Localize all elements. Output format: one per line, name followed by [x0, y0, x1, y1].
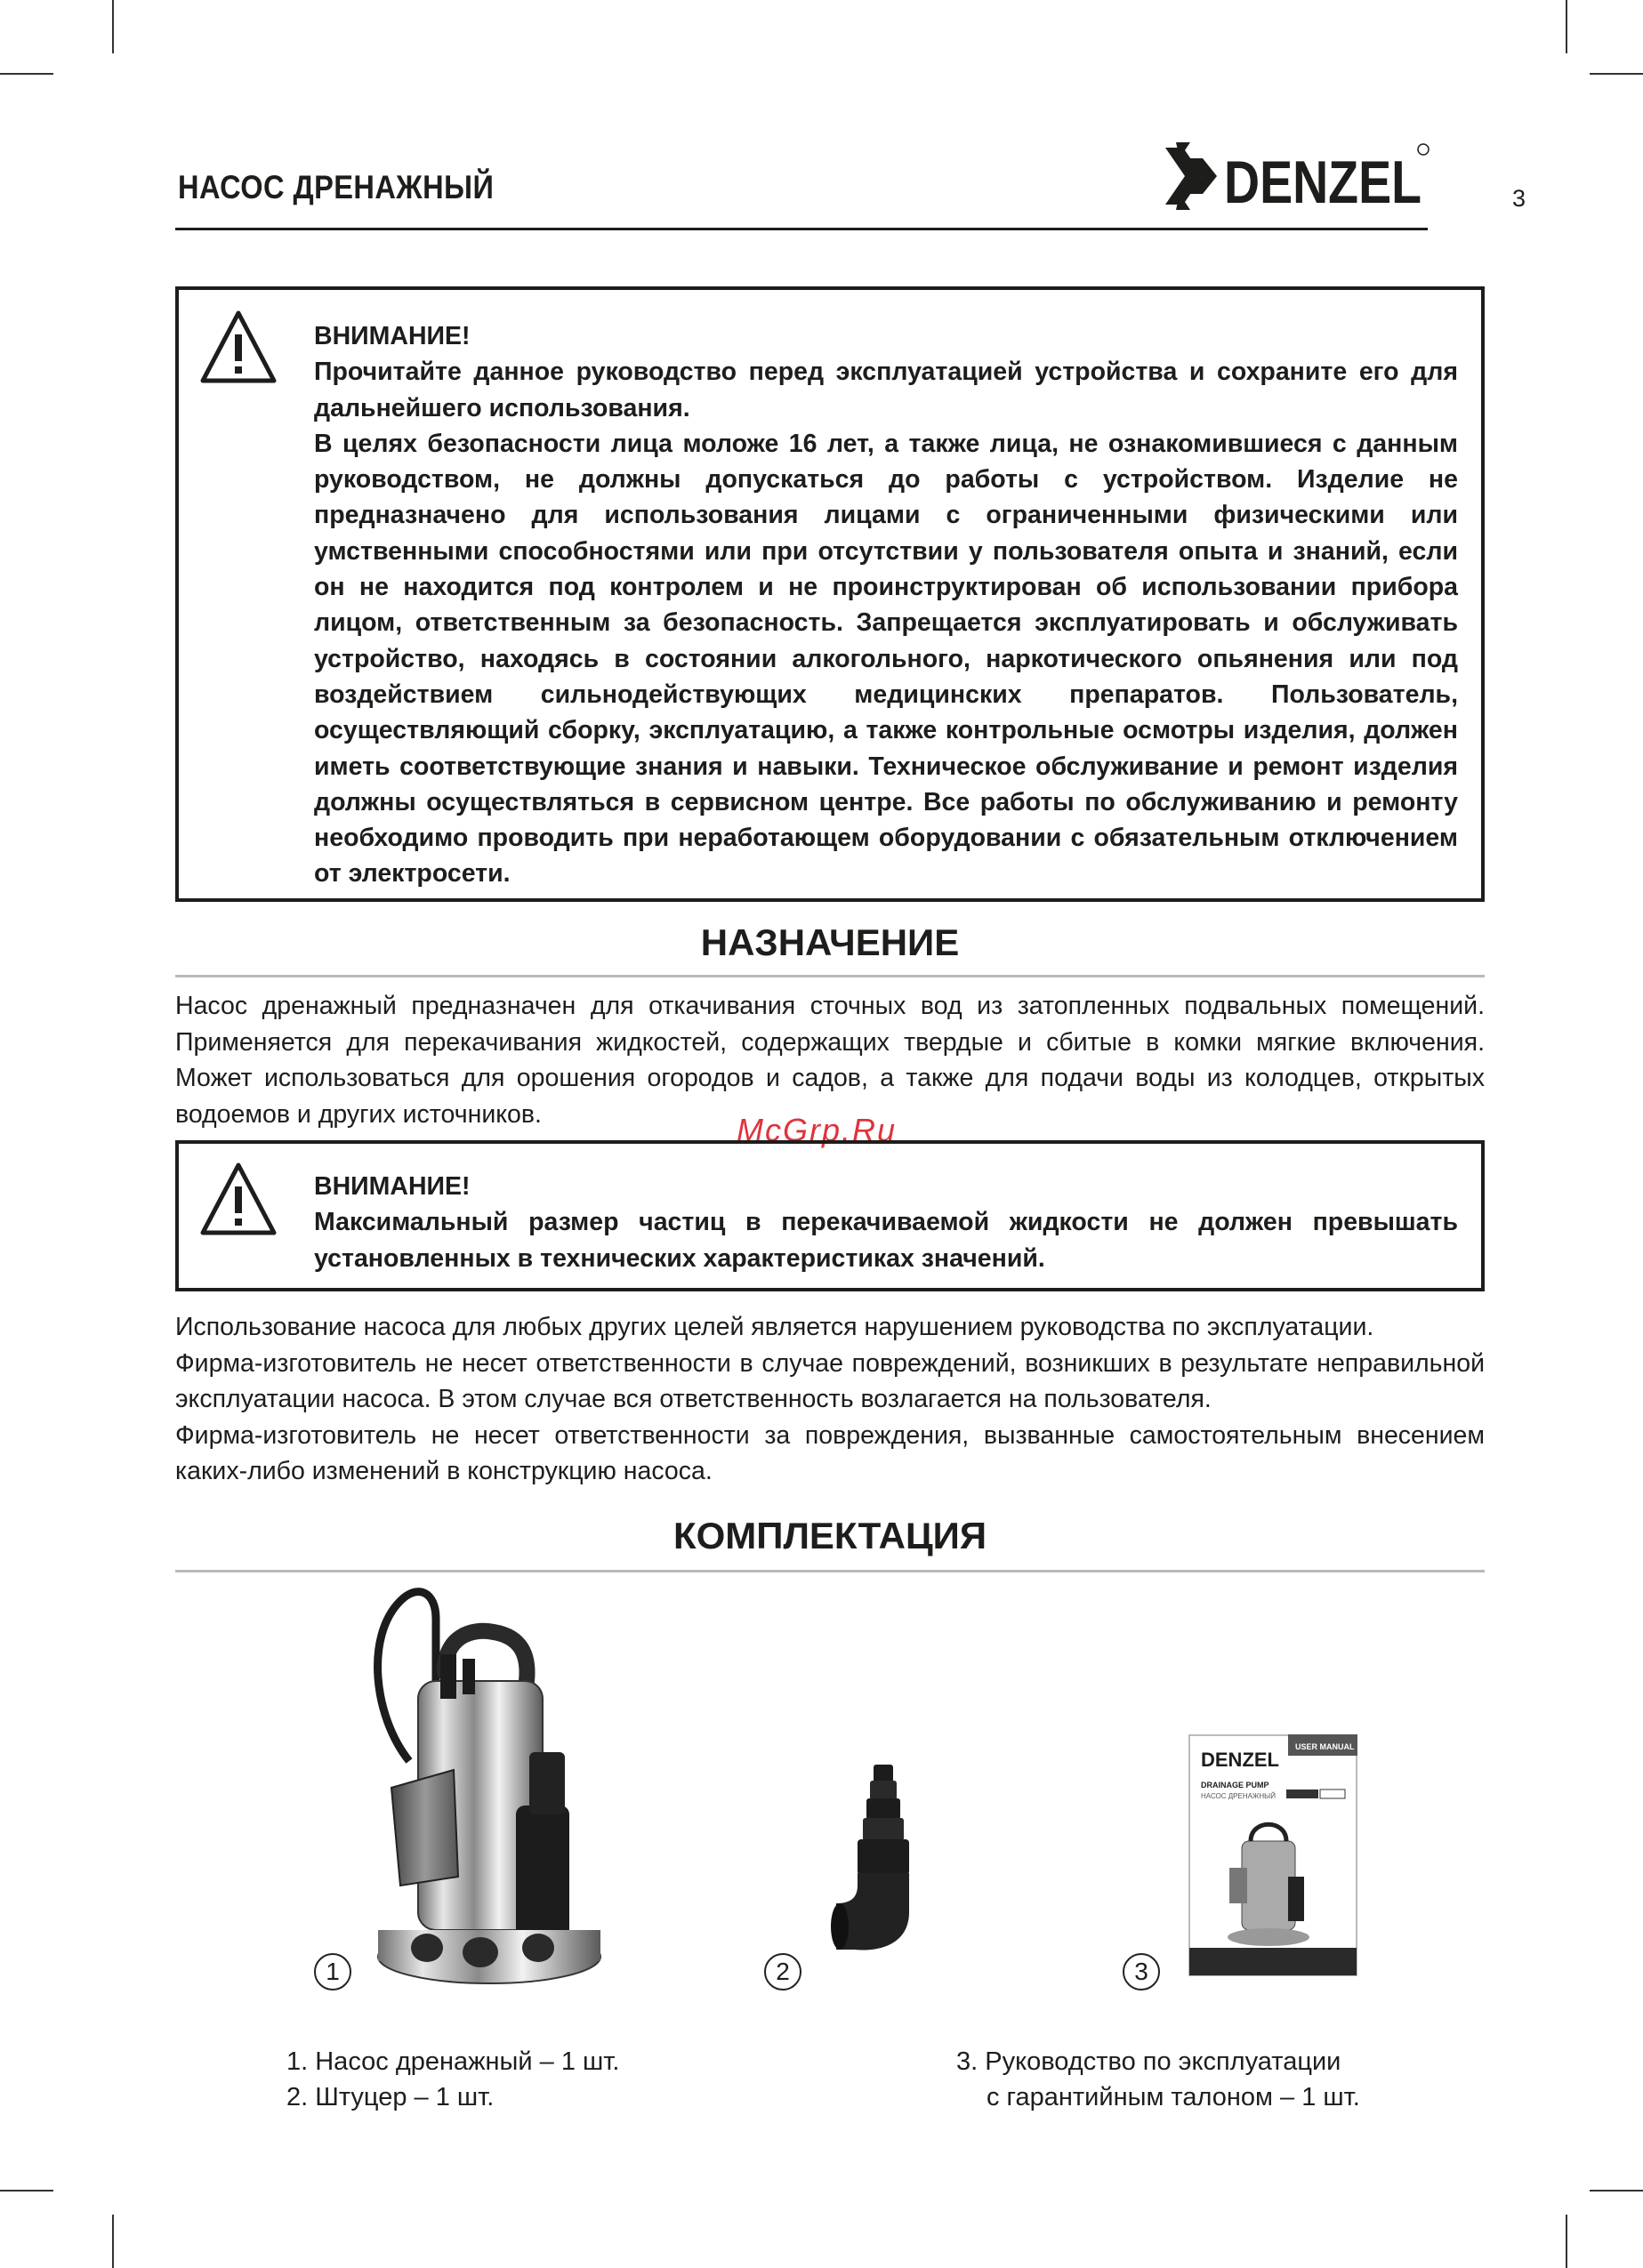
- marker-3: 3: [1123, 1953, 1160, 1991]
- marker-2: 2: [764, 1953, 801, 1991]
- warning-box: [175, 1140, 1485, 1291]
- crop-mark: [0, 2190, 53, 2192]
- warning-text: [314, 1169, 1458, 1276]
- fitting-image: [827, 1761, 934, 1966]
- kit-list-right: [956, 2044, 1360, 2115]
- pump-image: [338, 1583, 614, 1992]
- manual-tag: USER MANUAL: [1295, 1742, 1355, 1751]
- warning-heading: ВНИМАНИЕ!: [314, 1172, 471, 1201]
- section-rule: [175, 1570, 1485, 1572]
- marker-1: 1: [314, 1953, 351, 1991]
- crop-mark: [112, 0, 114, 53]
- section-title-purpose: НАЗНАЧЕНИЕ: [700, 921, 960, 963]
- warning-paragraph: Максимальный размер частиц в перекачиваемой жидкости не должен превышать установленных в технических характеристиках значений.: [314, 1208, 1458, 1273]
- watermark: McGrp.Ru: [737, 1112, 898, 1148]
- manual-title-ru: НАСОС ДРЕНАЖНЫЙ: [1201, 1792, 1276, 1800]
- crop-mark: [1590, 2190, 1643, 2192]
- list-item: 1. Насос дренажный – 1 шт.: [286, 2047, 620, 2076]
- crop-mark: [0, 73, 53, 75]
- page-title: НАСОС ДРЕНАЖНЫЙ: [178, 169, 495, 205]
- header-rule: [175, 228, 1428, 230]
- warning-paragraph: В целях безопасности лица моложе 16 лет, а также лица, не ознакомившиеся с данным руководством, не должны допускаться до работы с устройством. Изделие не предназначено для использования лицами с ограниченными физическими или умственными способностями или при отсутствии у пользователя опыта и знаний, если он не находится под контролем и не проинструктирован об использовании прибора лицом, ответственным за безопасность. Запрещается эксплуатировать и обслуживать устройство, находясь в состоянии алкогольного, наркотического опьянения или под воздействием сильнодействующих медицинских препаратов. Пользователь, осуществляющий сборку, эксплуатацию, а также контрольные осмотры изделия, должен иметь соответствующие знания и навыки. Техническое обслуживание и ремонт изделия должны осуществляться в сервисном центре. Все работы по обслуживанию и ремонту необходимо проводить при неработающем оборудовании с обязательным отключением от электросети.: [314, 429, 1458, 889]
- crop-mark: [1590, 73, 1643, 75]
- warning-triangle-icon: [200, 1162, 277, 1236]
- denzel-logo: [1164, 141, 1430, 222]
- section-title-kit: КОМПЛЕКТАЦИЯ: [673, 1515, 987, 1556]
- page-number: 3: [1512, 185, 1526, 212]
- list-item: 2. Штуцер – 1 шт.: [286, 2083, 495, 2111]
- crop-mark: [112, 2215, 114, 2268]
- usage-paragraph: Использование насоса для любых других целей является нарушением руководства по эксплуатации.: [175, 1313, 1374, 1341]
- crop-mark: [1566, 0, 1567, 53]
- warning-triangle-icon: [200, 310, 277, 384]
- manual-brand: DENZEL: [1201, 1749, 1279, 1771]
- manual-image: [1188, 1734, 1357, 1976]
- crop-mark: [1566, 2215, 1567, 2268]
- usage-text: [175, 1309, 1485, 1490]
- usage-paragraph: Фирма-изготовитель не несет ответственности за повреждения, вызванные самостоятельным внесением каких-либо изменений в конструкцию насоса.: [175, 1420, 1485, 1485]
- warning-box: [175, 286, 1485, 902]
- purpose-paragraph: Насос дренажный предназначен для откачивания сточных вод из затопленных подвальных помещений. Применяется для перекачивания жидкостей, содержащих твердые и сбитые в комки мягкие включения. Может использоваться для орошения огородов и садов, а также для подачи воды из колодцев, открытых водоемов и других источников.: [175, 992, 1485, 1129]
- manual-title-en: DRAINAGE PUMP: [1201, 1781, 1269, 1789]
- list-item: с гарантийным талоном – 1 шт.: [987, 2083, 1360, 2111]
- list-item: 3. Руководство по эксплуатации: [956, 2047, 1341, 2076]
- warning-paragraph: Прочитайте данное руководство перед эксплуатацией устройства и сохраните его для дальнейшего использования.: [314, 358, 1458, 422]
- brand-name: DENZEL: [1224, 149, 1422, 216]
- warning-heading: ВНИМАНИЕ!: [314, 322, 471, 350]
- kit-list-left: [286, 2044, 619, 2115]
- section-rule: [175, 975, 1485, 977]
- purpose-text: [175, 988, 1485, 1132]
- warning-text: [314, 318, 1458, 892]
- usage-paragraph: Фирма-изготовитель не несет ответственности в случае повреждений, возникших в результате неправильной эксплуатации насоса. В этом случае вся ответственность возлагается на пользователя.: [175, 1348, 1485, 1413]
